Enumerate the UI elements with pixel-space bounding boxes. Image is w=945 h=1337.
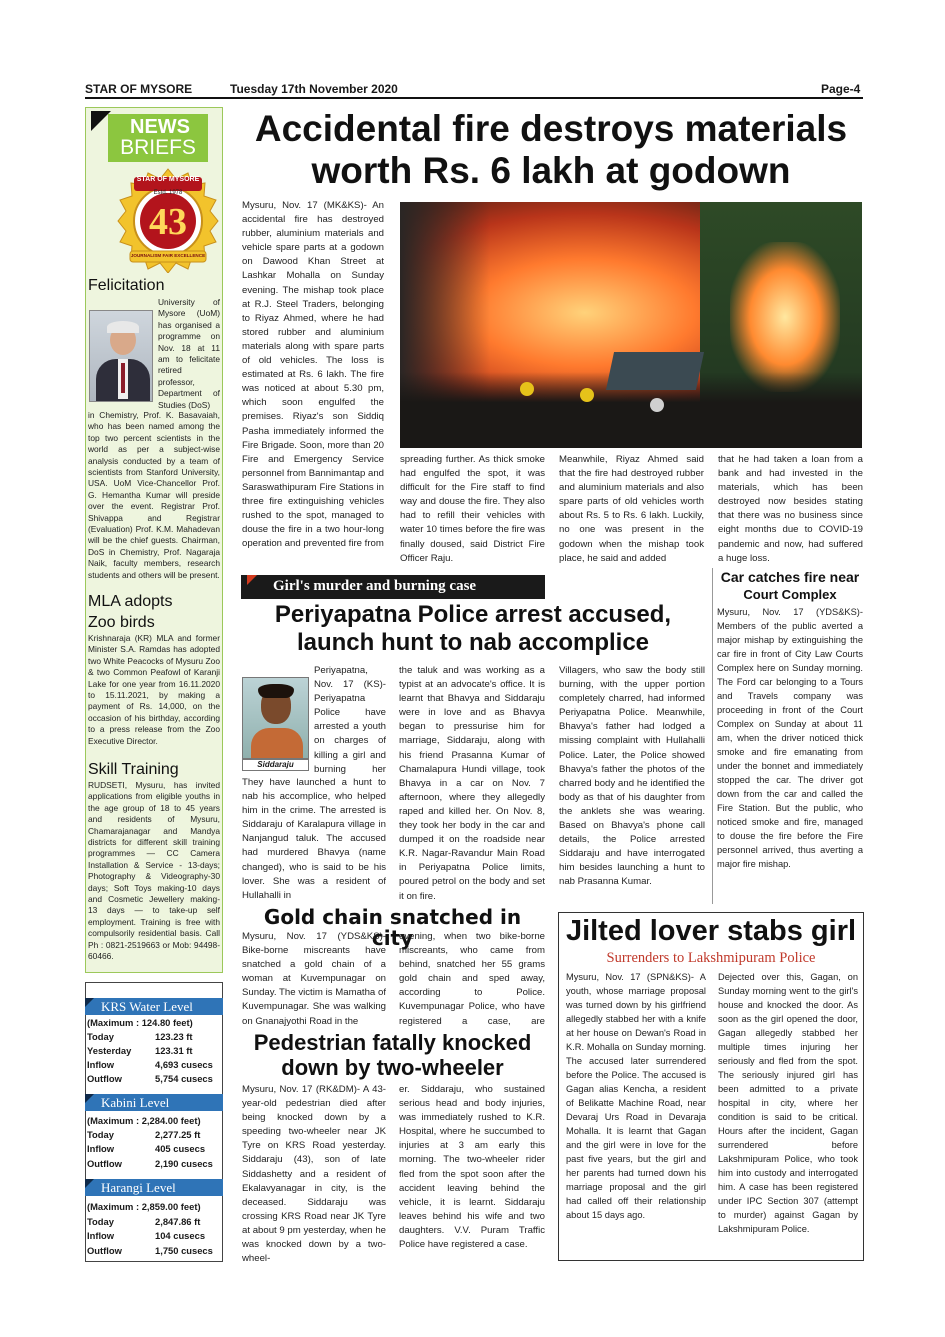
pedestrian-col-1: Mysuru, Nov. 17 (RK&DM)- A 43-year-old pedestrian died after being knocked down by a speeding two-wheeler near JK Tyre on KRS Road yesterday. Siddaraju (43), son of late Siddashetty and a resident of Ekalavyanagar in city, is the deceased. Siddaraju was crossing KRS Road near JK Tyre at about 9 pm yesterday, when he was knocked down by a two-wheel- [242, 1084, 386, 1265]
paper-name: STAR OF MYSORE [85, 82, 193, 96]
header-rule [85, 97, 863, 99]
logo-number: 43 [149, 201, 187, 243]
fire-headline-1: Accidental fire destroys materials [254, 108, 848, 149]
float-spacer [242, 664, 314, 776]
professor-photo [89, 310, 153, 402]
krs-level-bar [85, 998, 223, 1015]
fire-col-1: Mysuru, Nov. 17 (MK&KS)- An accidental fire has destroyed rubber, aluminium materials and vehicle spare parts at a godown on Dawood Khan Street at Lashkar Mohalla on Sunday evening. The mishap took place at R.J. Steel Traders, belonging to Riyaz Ahmed, where he had stored rubber and aluminium materials along with spare parts of old vehicles. The loss is estimated at Rs. 6 lakh. The fire was noticed at about 5.30 pm, which soon engulfed the premises. Riyaz's son Siddiq Pasha immediately informed the Fire Brigade. Soon, more than 20 Fire and Emergency Service personnel from Bannimantap and Saraswathipuram Fire Stations in three fire extinguishing vehicles rushed to the spot, managed to douse the fire in a two hour-long operation and prevented fire from [242, 200, 384, 550]
car-heading-2: Court Complex [743, 587, 837, 602]
table-row: Inflow 104 cusecs [87, 1230, 206, 1241]
felicitation-heading: Felicitation [88, 277, 165, 294]
girl-col-1-side: Periyapatna, Nov. 17 (KS)- Periyapatna Police have arrested a youth on charges of killing a girl and burning her [314, 665, 386, 775]
table-row: Outflow 2,190 cusecs [87, 1158, 213, 1169]
girl-headline-2: launch hunt to nab accomplice [296, 629, 650, 656]
jilted-col-1: Mysuru, Nov. 17 (SPN&KS)- A youth, whose marriage proposal was turned down by his girlfriend allegedly stabbed her with a knife at her house on Dewan's Road in K.R. Mohalla on Sunday morning. The accused later surrendered before the Police. The accused is Gagan alias Kencha, a resident of Belikatte Machine Road, near Devaraj Urs Road in Devaraja Mohalla. It is learnt that Gagan and the girl were in love for the past five years, but the girl and her parents had turned down his marriage proposal and the girl had called off their relationship about 15 days ago. [566, 972, 706, 1220]
girl-col-1-side-wrap [242, 664, 386, 776]
gold-col-1: Mysuru, Nov. 17 (YDS&KS)- Bike-borne miscreants have snatched a gold chain of a woman at Kuvempunagar on Sunday. The victim is Mamatha of Kuvempunagar. She was walking on Gnanajyothi Road in the [242, 931, 386, 1027]
logo-tagline: JOURNALISM FAIR EXCELLENCE [130, 253, 206, 258]
girl-kicker: Girl's murder and burning case [273, 578, 477, 594]
table-row: Inflow 4,693 cusecs [87, 1059, 213, 1070]
jilted-subhead: Surrenders to Lakshmipuram Police [606, 950, 816, 966]
table-row: Outflow 1,750 cusecs [87, 1245, 213, 1256]
felicitation-text: in Chemistry, Prof. K. Basavaiah, who has been named among the top two percent scientists in the world as per a subject-wise analysis conducted by a team of scientists from Stanford University, USA. UoM Vice-Chancellor Prof. G. Hemantha Kumar will preside over the event. Registrar Prof. Shivappa and Registrar (Evaluation) Prof. K.M. Mahadevan will be the chief guests. Chairman, DoS in Chemistry, Prof. Nagaraja Naik, faculty members, research students and others will be present. [88, 410, 220, 580]
table-row: Today 2,277.25 ft [87, 1129, 201, 1140]
table-row: Today 123.23 ft [87, 1031, 193, 1042]
gold-headline: Gold chain snatched in city [263, 905, 522, 950]
news-label: NEWS [130, 116, 190, 138]
girl-col-3: Villagers, who saw the body still burning, with the upper portion completely charred, had informed Periyapatna Police. Meanwhile, Bhavya's father had lodged a missing complaint with Hullahalli Police. Later, the Police showed Bhavya's father the photos of the charred body and he identified the body as that of his daughter from the anklets she was wearing. Based on Bhavya's phone call details, the Police arrested Siddaraju and have interrogated him besides launching a hunt to nab Prasanna Kumar. [559, 665, 705, 888]
car-heading-1: Car catches fire near [720, 569, 860, 585]
logo-estd: Estd. 1978 [153, 190, 183, 196]
table-row: Outflow 5,754 cusecs [87, 1073, 213, 1084]
girl-col-1: They have launched a hunt to nab his accomplice, who helped him in the crime. The arrested is Siddaraju of Karalapura village in Nanjangud taluk. The accused had murdered Bhavya (name changed), who is said to be his lover. She was a resident of Hullahalli in [242, 777, 386, 901]
table-row: Inflow 405 cusecs [87, 1143, 206, 1154]
jilted-col-2: Dejected over this, Gagan, on Sunday morning went to the girl's house and knocked the door. As soon as the girl opened the door, Gagan allegedly stabbed her multiple times injuring her seriously and fled from the spot. The seriously injured girl has been admitted to a private hospital in city, where her condition is said to be critical. Hours after the incident, Gagan surrendered before Lakshmipuram Police, who took him into custody and interrogated him. A case has been registered under IPC Section 307 (attempt to murder) against Gagan by Lakshmipuram Police. [718, 972, 858, 1234]
pedestrian-col-2: er. Siddaraju, who sustained serious head and body injuries, was immediately rushed to K.R. Hospital, where he succumbed to injuries at 3 am early this morning. The two-wheeler rider fled from the spot soon after the accident leaving behind the vehicle, it is learnt. Siddaraju leaves behind his wife and two daughters. V.V. Puram Traffic Police have registered a case. [399, 1084, 545, 1251]
girl-col-2: the taluk and was working as a typist at an advocate's office. It is learnt that Bhavya and Siddaraju were in love and as Bhavya began to pressurise him for marriage, Siddaraju, along with his friend Prasanna Kumar of Chamalapura Hundi village, took Bhavya in a car on Nov. 7 afternoon, where they allegedly raped and killed her. On Nov. 8, they took her body in the car and dumped it on the roadside near K.R. Nagar-Ravandur Main Road in Periyapatna Police limits, poured petrol on the body and set it on fire. [399, 665, 545, 902]
kabini-level-bar [85, 1094, 223, 1111]
mla-heading-2: Zoo birds [88, 614, 155, 631]
fire-headline-2: worth Rs. 6 lakh at godown [311, 150, 791, 191]
car-text: Mysuru, Nov. 17 (YDS&KS)- Members of the public averted a major mishap by extinguishing the car fire in front of City Law Courts Complex here on Sunday morning. The Ford car belonging to a Tours and Travels company was proceeding in front of the Court Complex on Sunday at about 11 am, when the driver noticed thick smoke and fire emanating from under the bonnet and immediately stopped the car. The driver got down from the car and called the Fire Station. But the public, who noticed smoke and fire, managed to douse the fire before the Fire personnel arrived, thus averting a major fire mishap. [717, 607, 863, 869]
pedestrian-headline-2: down by two-wheeler [281, 1055, 504, 1080]
gold-col-2: evening, when two bike-borne miscreants, who came from behind, snatched her 55 grams gold chain and sped away, according to Police. Kuvempunagar Police, who have registered a case, are [399, 931, 545, 1027]
harangi-level-bar [85, 1179, 223, 1196]
news-briefs-banner [108, 114, 208, 162]
fire-col-4: that he had taken a loan from a bank and had invested in the materials, which has been destroyed now besides stating that there was no business since eight months due to COVID-19 pandemic and now, had suffered a huge loss. [718, 454, 863, 564]
fire-col-3: Meanwhile, Riyaz Ahmed said that the fire had destroyed rubber and aluminium materials and also spare parts of old vehicles worth about Rs. 5 to Rs. 6 lakh. Luckily, no one was present in the godown when the mishap took place, he said and added [559, 454, 704, 564]
skill-heading: Skill Training [88, 761, 179, 778]
table-row: Yesterday 123.31 ft [87, 1045, 193, 1056]
mla-text: Krishnaraja (KR) MLA and former Minister S.A. Ramdas has adopted two White Peacocks of Mysuru Zoo & two Common Peafowl of Karanji Lake for one year from 16.11.2020 to 15.11.2021, by making a payment of Rs. 14,000, on the occasion of his birthday, according to a press release from the Zoo Executive Director. [88, 633, 220, 746]
fire-col-2: spreading further. As thick smoke had engulfed the spot, it was difficult for the Fire staff to find way and douse the fire. They also had to refill their vehicles with water 10 times before the fire was finally doused, said District Fire Officer Raju. [400, 454, 545, 564]
felicitation-text-side: University of Mysore (UoM) has organised a programme on Nov. 18 at 11 am to felicitate retired professor, Department of Studies (DoS) [158, 297, 220, 410]
jilted-headline: Jilted lover stabs girl [565, 915, 857, 947]
page-number: Page-4 [821, 82, 861, 96]
fire-photo [400, 202, 862, 448]
photo-caption: Siddaraju [242, 759, 309, 771]
harangi-max: (Maximum : 2,859.00 feet) [87, 1201, 201, 1212]
krs-max: (Maximum : 124.80 feet) [87, 1017, 193, 1028]
issue-date: Tuesday 17th November 2020 [230, 82, 398, 96]
briefs-label: BRIEFS [120, 136, 196, 159]
table-row: Today 2,847.86 ft [87, 1216, 201, 1227]
pedestrian-headline-1: Pedestrian fatally knocked [253, 1030, 532, 1055]
column-rule [712, 568, 713, 904]
skill-text: RUDSETI, Mysuru, has invited applications from eligible youths in the age group of 18 to 45 years and residents of Mysuru, Chamarajanagar and Mandya districts for different skill training programmes — CC Camera Installation & Service - 13-days; Photography & Videography-30 days; Soft Toys making-10 days and Cosmetic Jewellery making- 13 days — to take-up self employment. Training is free with compulsorily residential basis. Call Ph : 0821-2519663 or Mob: 94498-60466. [88, 780, 220, 962]
girl-kicker-bar [241, 575, 545, 599]
krs-title: KRS Water Level [101, 999, 193, 1014]
girl-headline-1: Periyapatna Police arrest accused, [274, 601, 672, 628]
harangi-title: Harangi Level [101, 1180, 176, 1195]
mla-heading-1: MLA adopts [88, 593, 173, 610]
kabini-max: (Maximum : 2,284.00 feet) [87, 1115, 201, 1126]
logo-top-text: STAR OF MYSORE [136, 176, 200, 183]
kabini-title: Kabini Level [101, 1095, 170, 1110]
